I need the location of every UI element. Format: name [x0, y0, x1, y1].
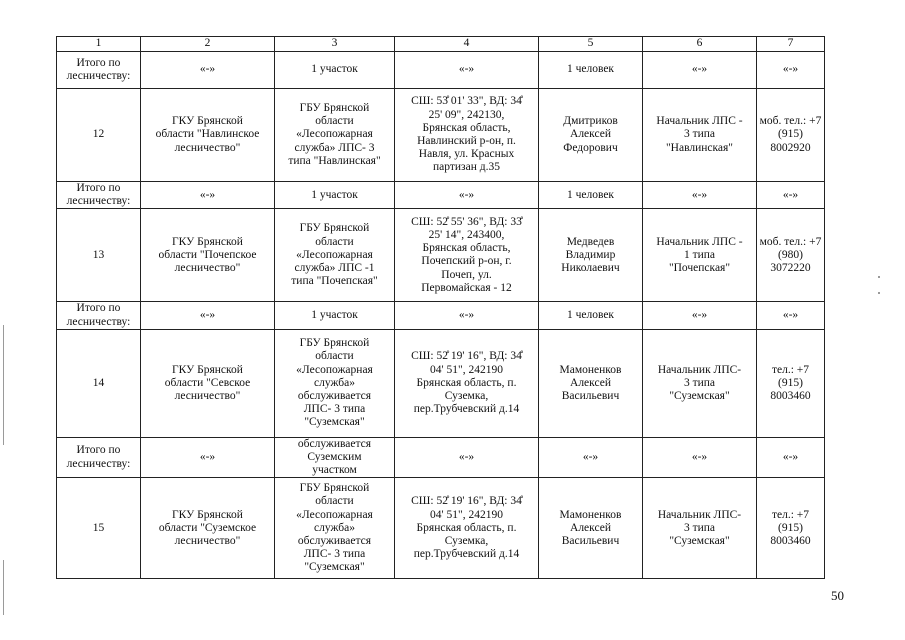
table-row	[57, 478, 825, 579]
address-cell: СШ: 52̊ 19' 16", ВД: 34̊ 04' 51", 242190 Брянская область, п. Суземка, пер.Трубчевский д.14	[395, 329, 539, 437]
table-row	[57, 209, 825, 302]
summary-cell: обслуживается Суземским участком	[275, 437, 395, 478]
ditto-cell: «-»	[757, 52, 825, 89]
phone-cell: тел.: +7 (915) 8003460	[757, 478, 825, 579]
address-cell: СШ: 53̊ 01' 33", ВД: 34̊ 25' 09", 242130, Брянская область, Навлинский р-он, п. Навля, ул. Красных партизан д.35	[395, 89, 539, 182]
person-cell: Дмитриков Алексей Федорович	[539, 89, 643, 182]
ditto-cell: «-»	[141, 182, 275, 209]
scan-artifact-dot	[878, 276, 880, 278]
summary-cell: 1 участок	[275, 52, 395, 89]
ditto-cell: «-»	[757, 302, 825, 329]
phone-cell: тел.: +7 (915) 8003460	[757, 329, 825, 437]
position-cell: Начальник ЛПС - 3 типа "Навлинская"	[643, 89, 757, 182]
scan-artifact-line	[3, 560, 4, 615]
header-cell: 4	[395, 37, 539, 52]
table-row	[57, 329, 825, 437]
forestry-cell: ГКУ Брянской области "Суземское лесничество"	[141, 478, 275, 579]
fire-service-cell: ГБУ Брянской области «Лесопожарная служба» обслуживается ЛПС- 3 типа "Суземская"	[275, 329, 395, 437]
address-cell: СШ: 52̊ 19' 16", ВД: 34̊ 04' 51", 242190 Брянская область, п. Суземка, пер.Трубчевский д.14	[395, 478, 539, 579]
summary-cell: «-»	[539, 437, 643, 478]
row-number-cell: 13	[57, 209, 141, 302]
phone-cell: моб. тел.: +7 (980) 3072220	[757, 209, 825, 302]
row-number-cell: 12	[57, 89, 141, 182]
scan-artifact-dot	[878, 292, 880, 294]
table-body	[57, 37, 825, 579]
ditto-cell: «-»	[141, 437, 275, 478]
row-number-cell: 14	[57, 329, 141, 437]
summary-label-cell: Итого по лесничеству:	[57, 437, 141, 478]
ditto-cell: «-»	[757, 437, 825, 478]
summary-cell: 1 человек	[539, 52, 643, 89]
summary-label-cell: Итого по лесничеству:	[57, 302, 141, 329]
summary-label-cell: Итого по лесничеству:	[57, 182, 141, 209]
address-cell: СШ: 52̊ 55' 36", ВД: 33̊ 25' 14", 243400, Брянская область, Почепский р-он, г. Почеп, ул. Первомайская - 12	[395, 209, 539, 302]
forestry-table	[56, 36, 825, 579]
person-cell: Медведев Владимир Николаевич	[539, 209, 643, 302]
summary-label-cell: Итого по лесничеству:	[57, 52, 141, 89]
ditto-cell: «-»	[141, 52, 275, 89]
page-number: 50	[831, 588, 844, 603]
ditto-cell: «-»	[643, 437, 757, 478]
table-row	[57, 89, 825, 182]
summary-cell: 1 участок	[275, 302, 395, 329]
header-cell: 6	[643, 37, 757, 52]
forestry-cell: ГКУ Брянской области "Севское лесничество"	[141, 329, 275, 437]
summary-cell: 1 человек	[539, 302, 643, 329]
header-cell: 3	[275, 37, 395, 52]
position-cell: Начальник ЛПС- 3 типа "Суземская"	[643, 478, 757, 579]
summary-cell: «-»	[395, 52, 539, 89]
scan-artifact-line	[3, 325, 4, 445]
summary-row	[57, 52, 825, 89]
person-cell: Мамоненков Алексей Васильевич	[539, 478, 643, 579]
forestry-cell: ГКУ Брянской области "Навлинское лесничество"	[141, 89, 275, 182]
position-cell: Начальник ЛПС - 1 типа "Почепская"	[643, 209, 757, 302]
person-cell: Мамоненков Алексей Васильевич	[539, 329, 643, 437]
header-cell: 5	[539, 37, 643, 52]
row-number-cell: 15	[57, 478, 141, 579]
ditto-cell: «-»	[141, 302, 275, 329]
forestry-cell: ГКУ Брянской области "Почепское лесничество"	[141, 209, 275, 302]
fire-service-cell: ГБУ Брянской области «Лесопожарная служба» обслуживается ЛПС- 3 типа "Суземская"	[275, 478, 395, 579]
ditto-cell: «-»	[643, 52, 757, 89]
phone-cell: моб. тел.: +7 (915) 8002920	[757, 89, 825, 182]
position-cell: Начальник ЛПС- 3 типа "Суземская"	[643, 329, 757, 437]
ditto-cell: «-»	[757, 182, 825, 209]
ditto-cell: «-»	[643, 302, 757, 329]
fire-service-cell: ГБУ Брянской области «Лесопожарная служба» ЛПС- 3 типа "Навлинская"	[275, 89, 395, 182]
summary-cell: «-»	[395, 302, 539, 329]
summary-row	[57, 302, 825, 329]
summary-row	[57, 182, 825, 209]
fire-service-cell: ГБУ Брянской области «Лесопожарная служба» ЛПС -1 типа "Почепская"	[275, 209, 395, 302]
header-cell: 1	[57, 37, 141, 52]
ditto-cell: «-»	[643, 182, 757, 209]
header-cell: 2	[141, 37, 275, 52]
summary-cell: «-»	[395, 182, 539, 209]
header-cell: 7	[757, 37, 825, 52]
summary-cell: 1 человек	[539, 182, 643, 209]
summary-cell: 1 участок	[275, 182, 395, 209]
header-row	[57, 37, 825, 52]
summary-cell: «-»	[395, 437, 539, 478]
summary-row	[57, 437, 825, 478]
